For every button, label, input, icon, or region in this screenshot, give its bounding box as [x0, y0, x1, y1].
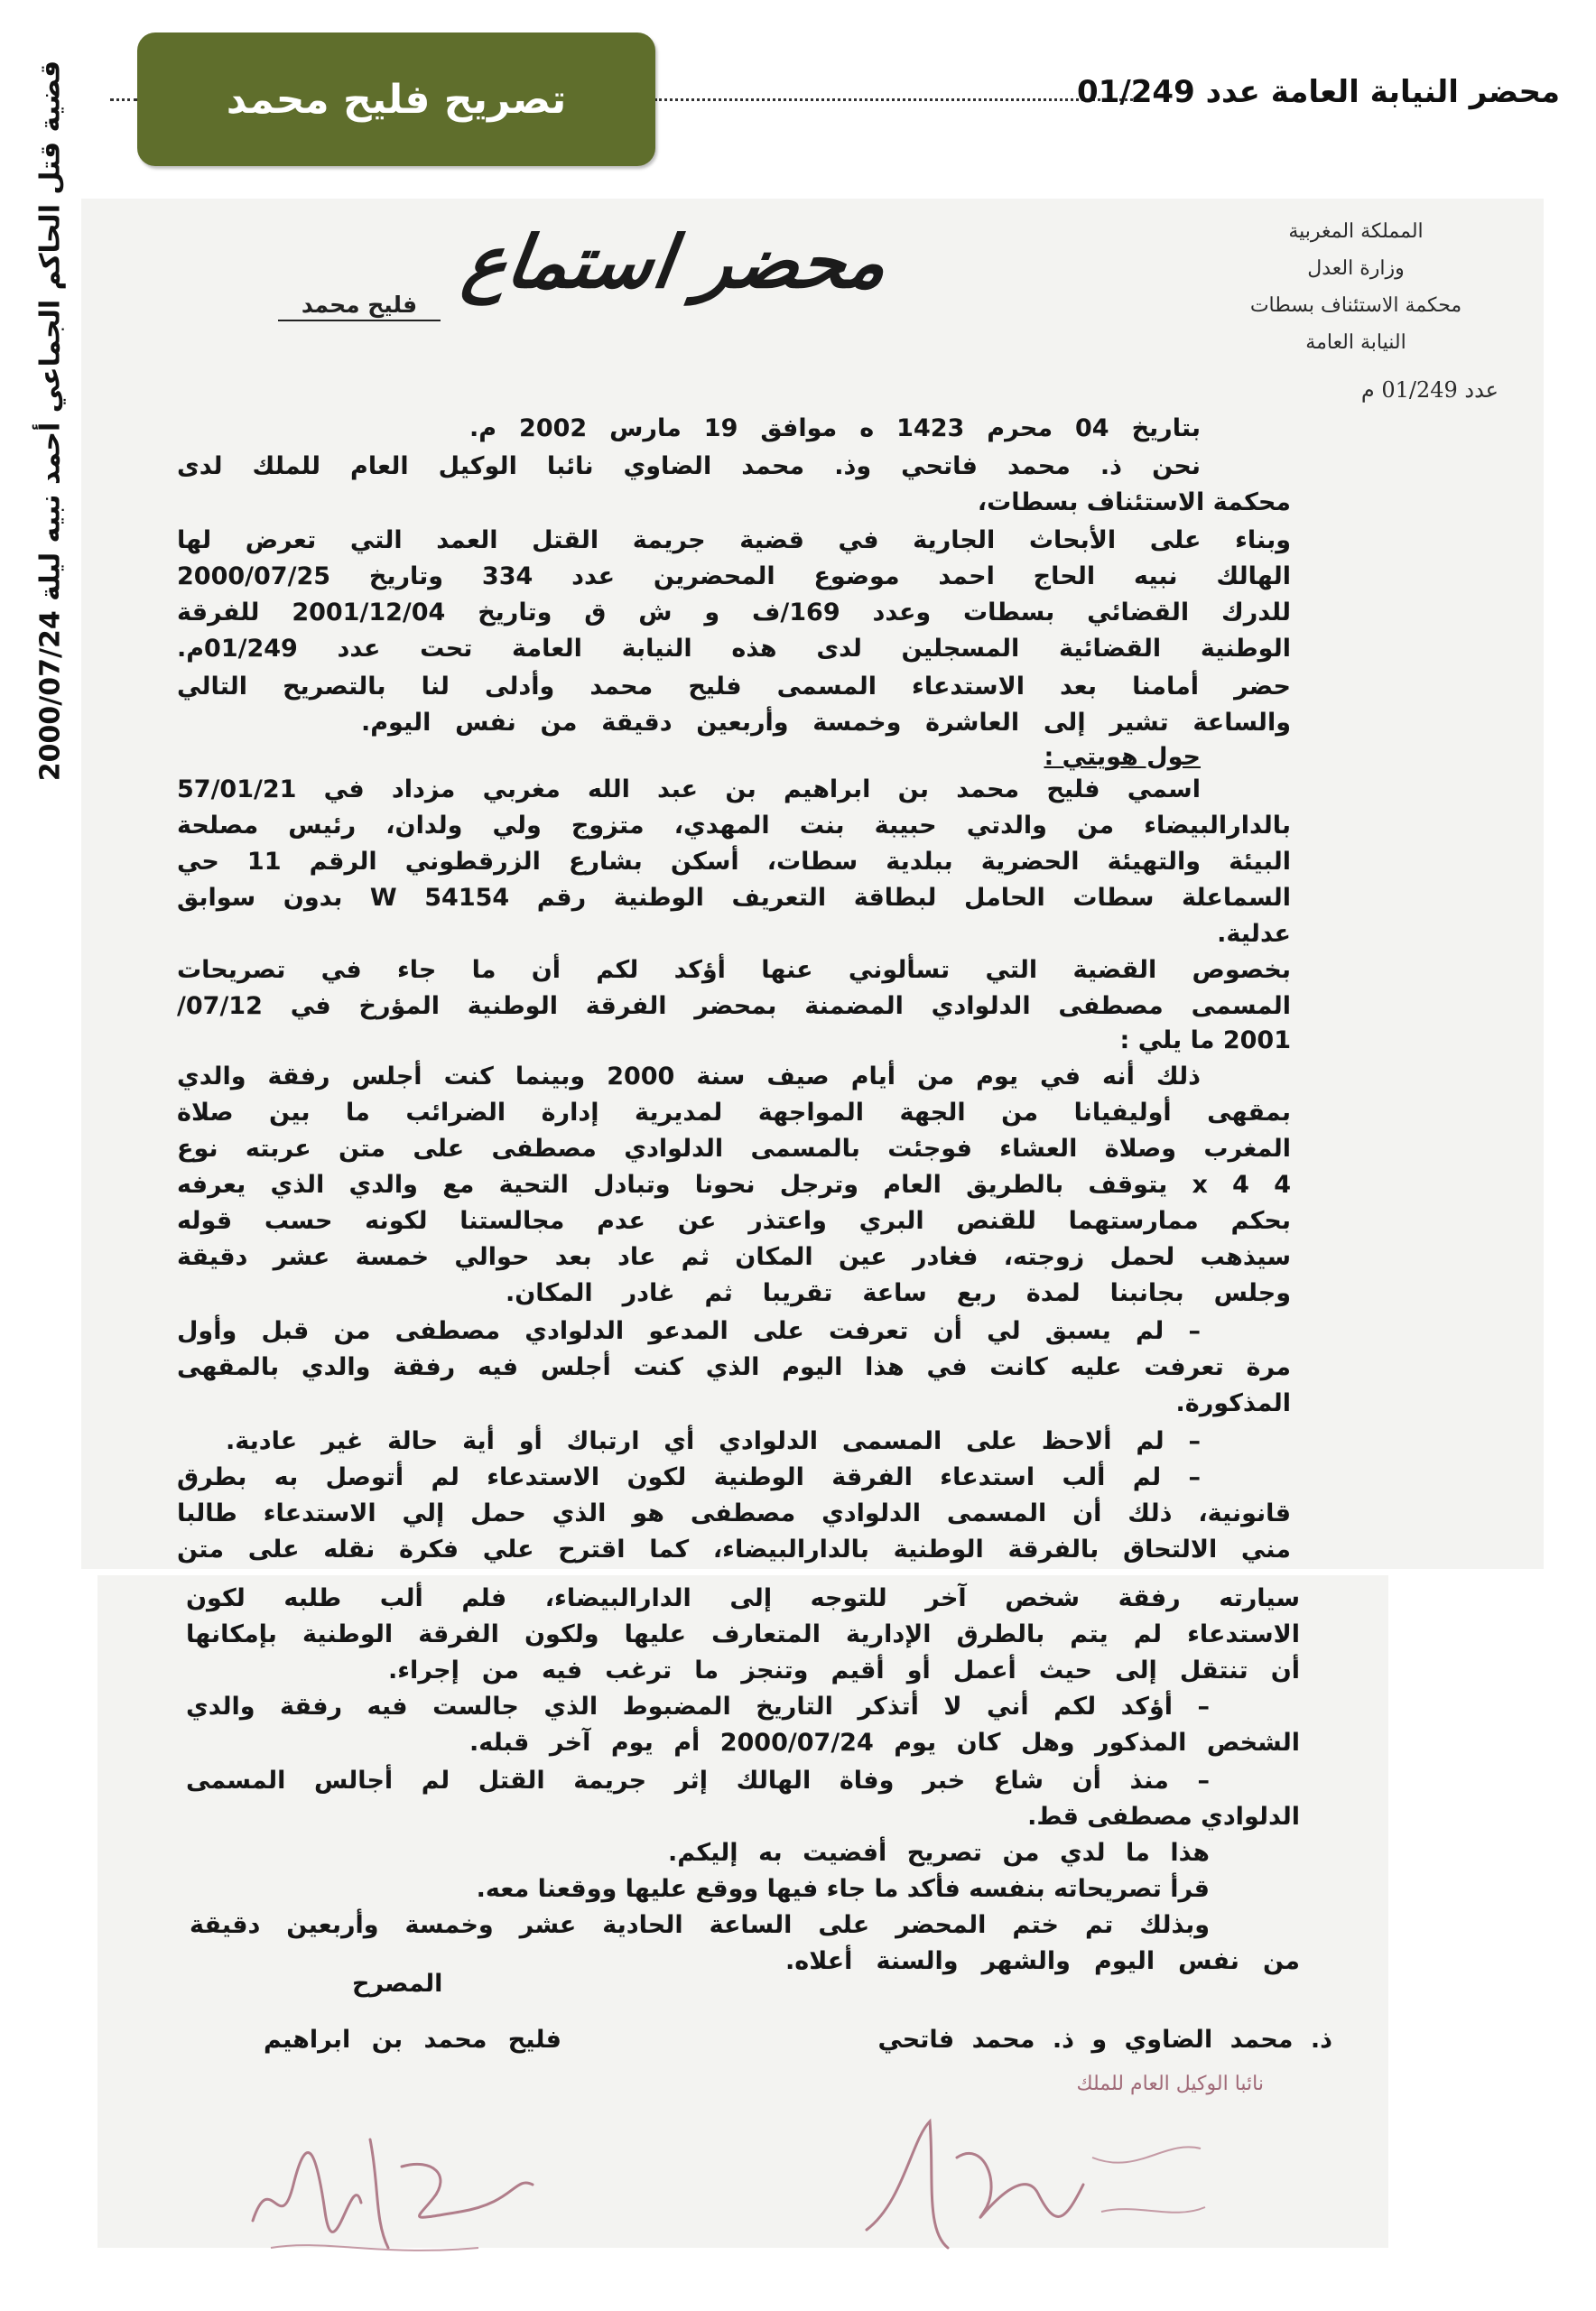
- letterhead-line: النيابة العامة: [1305, 331, 1406, 354]
- body-line: المذكورة.: [1175, 1389, 1291, 1417]
- header-divider-left: [110, 98, 137, 101]
- letterhead-number: عدد 01/249 م: [1360, 377, 1499, 403]
- body-line: محكمة الاستئناف بسطات،: [977, 488, 1291, 516]
- body-line: حضر أمامنا بعد الاستدعاء المسمى فليح محمد وأدلى لنا بالتصريح التالي: [177, 673, 1291, 701]
- body-line: من نفس اليوم والشهر والسنة أعلاه.: [785, 1947, 1300, 1975]
- declarant-title: المصرح: [352, 1970, 443, 1998]
- body-line: عدلية.: [1217, 920, 1291, 948]
- body-line: بحكم ممارستهما للقنص البري واعتذر عن عدم مجالستنا لكونه حسب قوله: [177, 1207, 1291, 1235]
- header-divider-right: [654, 98, 1149, 101]
- side-case-label: قضية قتل الحاكم الجماعي أحمد نبيه ليلة 2000/07/24: [34, 60, 67, 782]
- body-line: البيئة والتهيئة الحضرية ببلدية سطات، أسكن بشارع الزرقطوني الرقم 11 حي: [177, 848, 1291, 876]
- officers-signature: [849, 2103, 1210, 2266]
- body-line: بتاريخ 04 محرم 1423 ه موافق 19 مارس 2002 م.: [469, 414, 1202, 442]
- header-reference: محضر النيابة العامة عدد 01/249: [1077, 74, 1560, 110]
- body-line: – لم يسبق لي أن تعرفت على المدعو الدلوادي مصطفى من قبل وأول: [177, 1317, 1201, 1345]
- body-line: نحن ذ. محمد فاتحي وذ. محمد الضاوي نائبا الوكيل العام للملك لدى: [177, 452, 1201, 480]
- body-line: بمقهى أوليفيانا من الجهة المواجهة لمديرية إدارة الضرائب ما بين صلاة: [177, 1099, 1291, 1127]
- body-line: اسمي فليح محمد بن ابراهيم بن عبد الله مغربي مزداد في 57/01/21: [177, 775, 1201, 803]
- body-line: أن تنتقل إلى حيث أعمل أو أقيم وتنجز ما ترغب فيه من إجراء.: [388, 1657, 1300, 1685]
- declarant-full-name: فليح محمد بن ابراهيم: [263, 2026, 561, 2054]
- body-line: والساعة تشير إلى العاشرة وخمسة وأربعين دقيقة من نفس اليوم.: [361, 709, 1291, 737]
- body-line: – لم ألب استدعاء الفرقة الوطنية لكون الاستدعاء لم أتوصل به بطرق: [177, 1463, 1201, 1491]
- declarant-signature: [244, 2112, 542, 2266]
- body-line: 2001 ما يلي :: [1119, 1026, 1291, 1054]
- body-line: المغرب وصلاة العشاء فوجئت بالمسمى الدلوادي مصطفى على متن عربته نوع: [177, 1135, 1291, 1163]
- body-line: للدرك القضائي بسطات وعدد 169/ف و ش ق وتاريخ 2001/12/04 للفرقة: [177, 599, 1292, 626]
- body-line: بخصوص القضية التي تسألوني عنها أؤكد لكم أن ما جاء في تصريحات: [177, 956, 1291, 984]
- body-line: – لم ألاحظ على المسمى الدلوادي أي ارتباك أو أية حالة غير عادية.: [226, 1427, 1201, 1455]
- body-line: وبذلك تم ختم المحضر على الساعة الحادية عشر وخمسة وأربعين دقيقة: [190, 1911, 1210, 1939]
- body-line: وجلس بجانبنا لمدة ربع ساعة تقريبا ثم غادر المكان.: [506, 1279, 1291, 1307]
- body-line: 4 x 4 يتوقف بالطريق العام وترجل نحونا وتبادل التحية مع والدي الذي يعرفه: [177, 1171, 1291, 1199]
- body-line: ذلك أنه في يوم من أيام صيف سنة 2000 وبينما كنت أجلس رفقة والدي: [177, 1063, 1201, 1091]
- document-heading: محضر استماع: [458, 219, 893, 304]
- title-banner: [137, 32, 655, 166]
- letterhead-line: محكمة الاستئناف بسطات: [1249, 294, 1462, 317]
- letterhead-line: وزارة العدل: [1307, 257, 1405, 280]
- body-line: – أؤكد لكم أني لا أتذكر التاريخ المضبوط الذي جالست فيه رفقة والدي: [186, 1693, 1210, 1721]
- body-line: قانونية، ذلك أن المسمى الدلوادي مصطفى هو الذي حمل إلي الاستدعاء طالبا: [177, 1499, 1291, 1527]
- body-line: – منذ أن شاع خبر وفاة الهالك إثر جريمة القتل لم أجالس المسمى: [186, 1767, 1210, 1795]
- body-line: السماعلة سطات الحامل لبطاقة التعريف الوطنية رقم W 54154 بدون سوابق: [177, 884, 1291, 912]
- body-line: المسمى مصطفى الدلوادي المضمنة بمحضر الفرقة الوطنية المؤرخ في 07/12/: [177, 992, 1291, 1020]
- body-line: بالدارالبيضاء من والدتي حبيبة بنت المهدي، متزوج ولي ولدان، رئيس مصلحة: [177, 812, 1291, 840]
- officers-names: ذ. محمد الضاوي و ذ. محمد فاتحي: [877, 2026, 1332, 2054]
- body-line: الوطنية القضائية المسجلين لدى هذه النيابة العامة تحت عدد 01/249م.: [177, 635, 1291, 663]
- body-line: وبناء على الأبحاث الجارية في قضية جريمة القتل العمد التي تعرض لها: [177, 526, 1291, 554]
- body-line: مني الالتحاق بالفرقة الوطنية بالدارالبيضاء، كما اقترح علي فكرة نقله على متن: [177, 1536, 1291, 1564]
- official-stamp-text: نائبا الوكيل العام للملك: [1076, 2073, 1264, 2095]
- body-line: حول هويتي :: [1044, 743, 1201, 771]
- body-line: الشخص المذكور وهل كان يوم 2000/07/24 أم يوم آخر قبله.: [469, 1729, 1300, 1757]
- body-line: سيذهب لحمل زوجته، فغادر عين المكان ثم عاد بعد حوالي خمسة عشر دقيقة: [177, 1243, 1291, 1271]
- body-line: الهالك نبيه الحاج احمد موضوع المحضرين عدد 334 وتاريخ 2000/07/25: [177, 562, 1291, 590]
- title-banner-text: تصريح فليح محمد: [226, 76, 567, 123]
- body-line: الدلوادي مصطفى قط.: [1027, 1803, 1300, 1831]
- body-line: مرة تعرفت عليه كانت في هذا اليوم الذي كنت أجلس فيه رفقة والدي بالمقهى: [177, 1353, 1291, 1381]
- declarant-name: فليح محمد: [278, 292, 441, 321]
- letterhead-line: المملكة المغربية: [1288, 220, 1424, 243]
- body-line: قرأ تصريحاته بنفسه فأكد ما جاء فيها ووقع عليها ووقعنا معه.: [476, 1875, 1210, 1903]
- letterhead: [1211, 213, 1500, 361]
- body-line: هذا ما لدي من تصريح أفضيت به إليكم.: [668, 1839, 1210, 1867]
- body-line: سيارته رفقة شخص آخر للتوجه إلى الدارالبيضاء، فلم ألب طلبه لكون: [186, 1584, 1300, 1612]
- body-line: الاستدعاء لم يتم بالطرق الإدارية المتعارف عليها ولكون الفرقة الوطنية بإمكانها: [186, 1620, 1300, 1648]
